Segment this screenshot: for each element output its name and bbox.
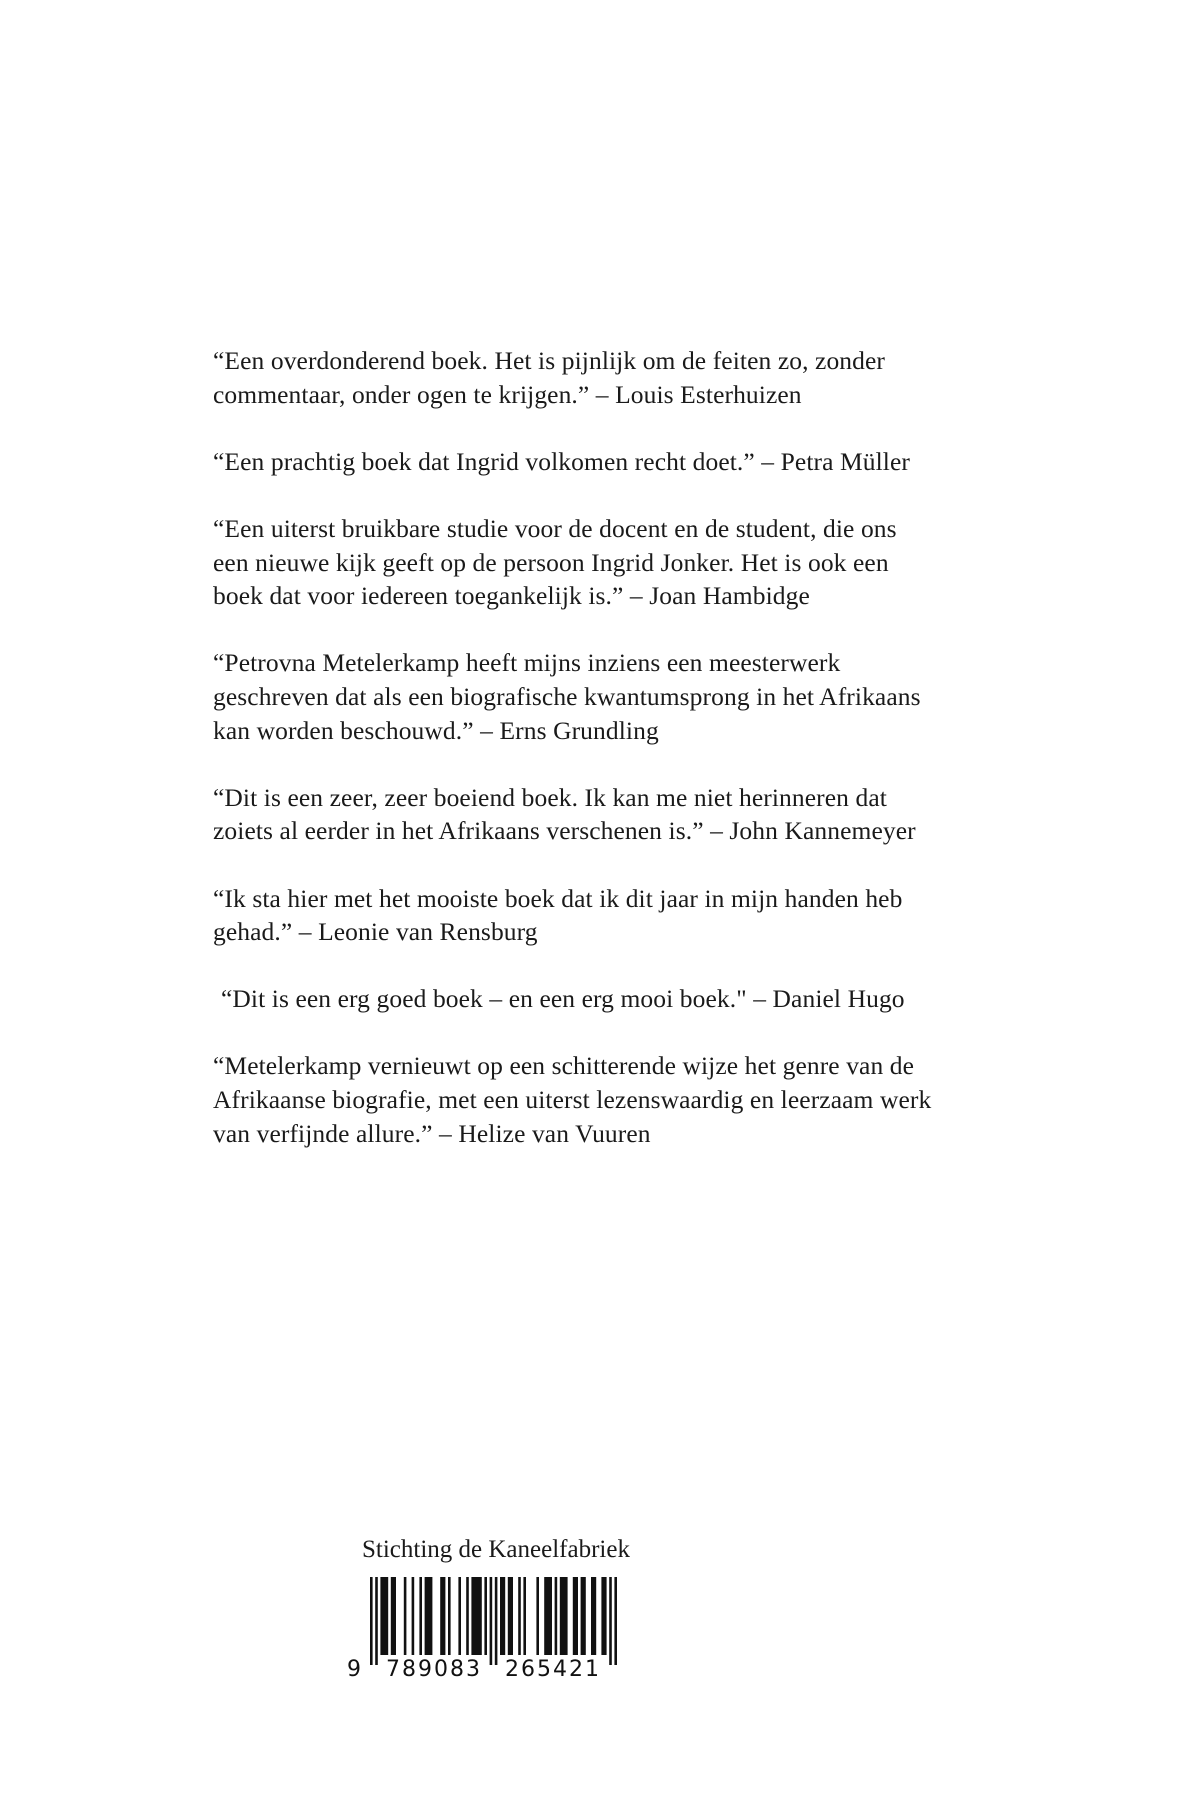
barcode-bar xyxy=(404,1577,407,1655)
barcode-guard-bar xyxy=(375,1577,378,1665)
blurb-leonie-van-rensburg xyxy=(213,882,973,949)
blurb-line: geschreven dat als een biografische kwantumsprong in het Afrikaans xyxy=(213,681,921,711)
barcode-guard-bar xyxy=(495,1577,498,1665)
barcode-bar xyxy=(544,1577,552,1655)
barcode-digits-right: 265421 xyxy=(505,1657,601,1682)
barcode-bar xyxy=(560,1577,568,1655)
barcode-bar xyxy=(518,1577,521,1655)
isbn-barcode xyxy=(347,1573,640,1683)
barcode-bar xyxy=(471,1577,481,1655)
barcode-bar xyxy=(500,1577,505,1655)
barcode-guard-bar xyxy=(370,1577,373,1665)
barcode-bar xyxy=(581,1577,586,1655)
blurb-line: een nieuwe kijk geeft op de persoon Ingrid Jonker. Het is ook een xyxy=(213,547,889,577)
barcode-bar xyxy=(601,1577,606,1655)
blurb-daniel-hugo xyxy=(213,982,973,1016)
blurb-louis-esterhuizen xyxy=(213,344,973,411)
barcode-bar xyxy=(419,1577,422,1655)
barcode-bar xyxy=(380,1577,388,1655)
blurb-line: boek dat voor iedereen toegankelijk is.” – Joan Hambidge xyxy=(213,581,810,611)
blurb-petra-muller xyxy=(213,445,973,479)
blurb-line: “Een uiterst bruikbare studie voor de docent en de student, die ons xyxy=(213,513,897,543)
blurb-line: “Metelerkamp vernieuwt op een schitterende wijze het genre van de xyxy=(213,1051,915,1081)
barcode-bar xyxy=(508,1577,513,1655)
barcode-guard-bar xyxy=(609,1577,612,1665)
blurb-line: “Ik sta hier met het mooiste boek dat ik dit jaar in mijn handen heb xyxy=(213,883,903,913)
blurb-line: “Petrovna Metelerkamp heeft mijns inziens een meesterwerk xyxy=(213,648,841,678)
blurb-line: “Dit is een zeer, zeer boeiend boek. Ik kan me niet herinneren dat xyxy=(213,782,887,812)
barcode-bar xyxy=(458,1577,461,1655)
barcode-bar xyxy=(440,1577,445,1655)
barcode-bars xyxy=(370,1577,617,1665)
barcode-guard-bar xyxy=(490,1577,493,1665)
barcode-digits-left: 789083 xyxy=(386,1657,482,1682)
blurb-line: gehad.” – Leonie van Rensburg xyxy=(213,917,538,947)
blurb-erns-grundling xyxy=(213,646,973,747)
barcode-bar xyxy=(573,1577,578,1655)
blurb-john-kannemeyer xyxy=(213,781,973,848)
barcode-guard-bar xyxy=(614,1577,617,1665)
blurb-line: “Een prachtig boek dat Ingrid volkomen recht doet.” – Petra Müller xyxy=(213,446,910,476)
barcode-bar xyxy=(523,1577,526,1655)
blurb-line: Afrikaanse biografie, met een uiterst lezenswaardig en leerzaam werk xyxy=(213,1085,932,1115)
blurb-joan-hambidge xyxy=(213,512,973,613)
blurb-line: van verfijnde allure.” – Helize van Vuuren xyxy=(213,1118,651,1148)
barcode-bar xyxy=(448,1577,451,1655)
barcode-bar xyxy=(555,1577,558,1655)
barcode-digits-lead: 9 xyxy=(347,1657,361,1682)
barcode-bar xyxy=(466,1577,469,1655)
barcode-bar xyxy=(425,1577,433,1655)
blurb-line: kan worden beschouwd.” – Erns Grundling xyxy=(213,715,659,745)
blurb-line: “Een overdonderend boek. Het is pijnlijk om de feiten zo, zonder xyxy=(213,346,886,375)
blurbs-list xyxy=(213,344,973,1184)
barcode-bar xyxy=(391,1577,396,1655)
blurb-line: zoiets al eerder in het Afrikaans verschenen is.” – John Kannemeyer xyxy=(213,816,916,846)
blurb-helize-van-vuuren xyxy=(213,1049,973,1150)
blurb-line: commentaar, onder ogen te krijgen.” – Louis Esterhuizen xyxy=(213,379,802,409)
barcode-bar xyxy=(484,1577,487,1655)
publisher-name: Stichting de Kaneelfabriek xyxy=(362,1536,630,1563)
blurb-line: “Dit is een erg goed boek – en een erg mooi boek." – Daniel Hugo xyxy=(221,984,905,1014)
barcode-bar xyxy=(591,1577,596,1655)
barcode-bar xyxy=(412,1577,415,1655)
barcode-bar xyxy=(536,1577,539,1655)
